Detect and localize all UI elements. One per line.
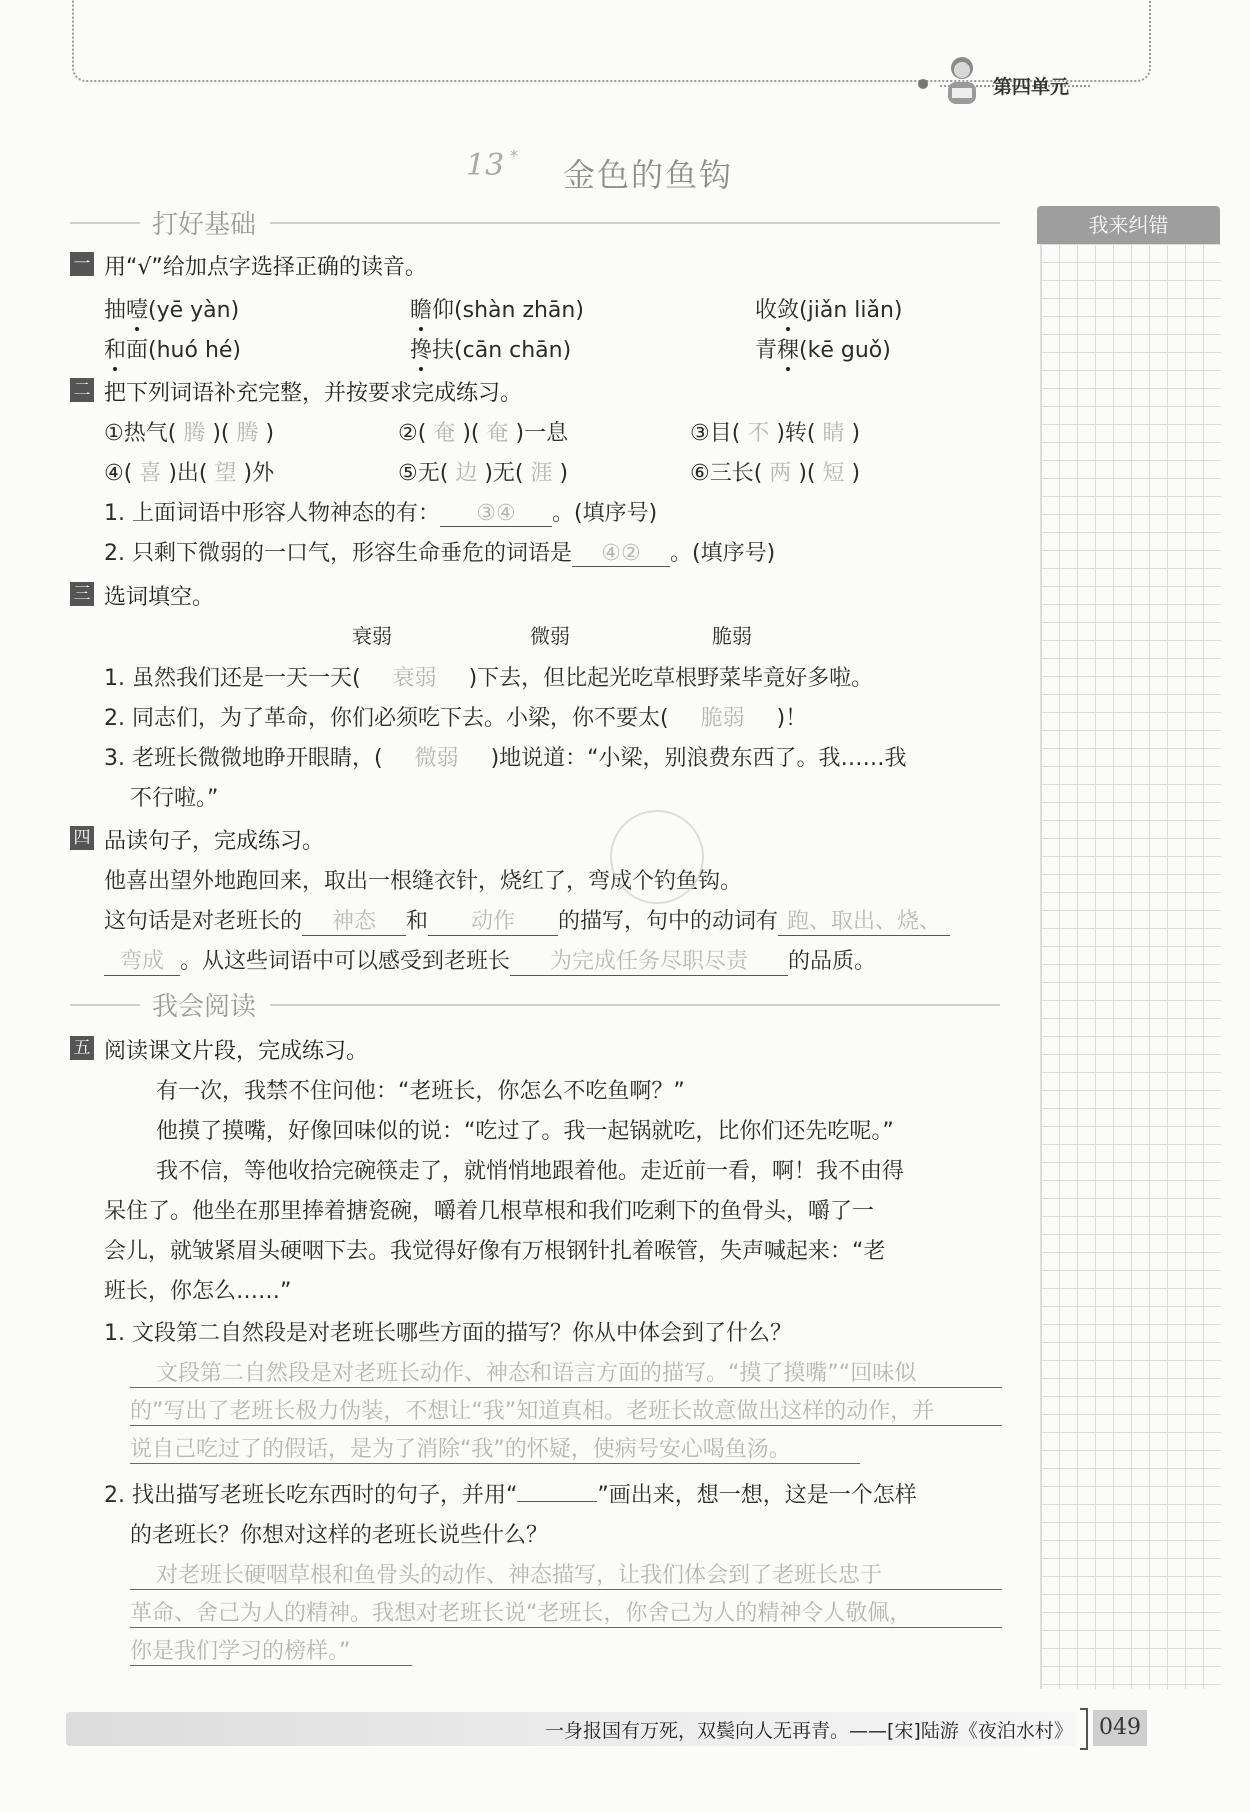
idiom-item: ④( 喜 )出( 望 )外 [104, 461, 275, 486]
pinyin-item: 瞻仰(shàn zhān) [410, 298, 584, 323]
sidebar-title: 我来纠错 [1037, 206, 1220, 244]
question-title: 阅读课文片段，完成练习。 [104, 1039, 369, 1064]
fill-line: 1. 虽然我们还是一天一天( 衰弱 )下去，但比起光吃草根野菜毕竟好多啦。 [104, 666, 874, 691]
footer-quote: 一身报国有万死，双鬓向人无再青。——[宋]陆游《夜泊水村》 [545, 1720, 1073, 1742]
answer-line: 革命、舍己为人的精神。我想对老班长说“老班长，你舍己为人的精神令人敬佩， [130, 1596, 1002, 1628]
sub-question: 2. 找出描写老班长吃东西时的句子，并用“ ”画出来，想一想，这是一个怎样 [104, 1483, 917, 1508]
fill-line: 不行啦。” [130, 786, 219, 811]
idiom-item: ⑥三长( 两 )( 短 ) [690, 461, 861, 486]
question-number: 四 [70, 826, 94, 850]
lesson-star: * [510, 146, 518, 165]
page-number: 049 [1093, 1710, 1147, 1746]
word-option: 衰弱 [352, 624, 392, 648]
passage-line: 他摸了摸嘴，好像回味似的说：“吃过了。我一起锅就吃，比你们还先吃呢。” [156, 1119, 894, 1144]
lesson-title: 金色的鱼钩 [563, 156, 734, 194]
question-title: 品读句子，完成练习。 [104, 829, 325, 854]
section-line [70, 222, 140, 224]
question-title: 用“√”给加点字选择正确的读音。 [104, 255, 427, 280]
mascot-icon [940, 54, 984, 106]
answer-line: 你是我们学习的榜样。” [130, 1634, 412, 1666]
question-title: 把下列词语补充完整，并按要求完成练习。 [104, 381, 523, 406]
fill-line: 3. 老班长微微地睁开眼睛，( 微弱 )地说道：“小梁，别浪费东西了。我……我 [104, 746, 907, 771]
fill-line: 1. 上面词语中形容人物神态的有： ③④ 。(填序号) [104, 501, 658, 526]
fill-line: 2. 同志们，为了革命，你们必须吃下去。小梁，你不要太( 脆弱 )！ [104, 706, 808, 731]
idiom-item: ②( 奄 )( 奄 )一息 [398, 421, 569, 446]
answer-line: 说自己吃过了的假话，是为了消除“我”的怀疑，使病号安心喝鱼汤。 [130, 1432, 860, 1464]
lesson-number: 13 [466, 148, 505, 183]
word-option: 脆弱 [712, 624, 752, 648]
passage-line: 我不信，等他收拾完碗筷走了，就悄悄地跟着他。走近前一看，啊！我不由得 [156, 1159, 905, 1184]
passage-line: 呆住了。他坐在那里捧着搪瓷碗，嚼着几根草根和我们吃剩下的鱼骨头，嚼了一 [104, 1199, 875, 1224]
pinyin-item: 搀扶(cān chān) [410, 338, 572, 363]
question-number: 五 [70, 1036, 94, 1060]
question-title: 选词填空。 [104, 585, 215, 610]
idiom-item: ③目( 不 )转( 睛 ) [690, 421, 861, 446]
answer-line: 对老班长硬咽草根和鱼骨头的动作、神态描写，让我们体会到了老班长忠于 [130, 1558, 1002, 1590]
sub-question: 1. 文段第二自然段是对老班长哪些方面的描写？你从中体会到了什么？ [104, 1321, 792, 1346]
passage-line: 班长，你怎么……” [104, 1279, 292, 1304]
pinyin-item: 青稞(kē guǒ) [755, 338, 891, 363]
watermark-stamp [601, 801, 712, 912]
section-reading: 我会阅读 [152, 992, 257, 1022]
quote-sentence: 他喜出望外地跑回来，取出一根缝衣针，烧红了，弯成个钓鱼钩。 [104, 869, 743, 894]
idiom-item: ⑤无( 边 )无( 涯 ) [398, 461, 569, 486]
page-bracket [1080, 1708, 1088, 1750]
word-option: 微弱 [530, 624, 570, 648]
fill-line: 2. 只剩下微弱的一口气，形容生命垂危的词语是 ④② 。(填序号) [104, 541, 776, 566]
section-line [270, 222, 1000, 224]
fill-line: 弯成 。从这些词语中可以感受到老班长 为完成任务尽职尽责 的品质。 [104, 944, 876, 976]
fill-line: 这句话是对老班长的 神态 和 动作 的描写，句中的动词有 跑、取出、烧、 [104, 904, 950, 936]
question-number: 三 [70, 582, 94, 606]
question-number: 一 [70, 252, 94, 276]
pinyin-item: 和面(huó hé) [104, 338, 242, 363]
unit-dot [918, 79, 928, 89]
pinyin-item: 抽噎(yē yàn) [104, 298, 240, 323]
question-number: 二 [70, 378, 94, 402]
unit-label: 第四单元 [993, 76, 1070, 98]
pinyin-item: 收敛(jiǎn liǎn) [755, 298, 903, 323]
section-line [70, 1004, 140, 1006]
sub-question: 的老班长？你想对这样的老班长说些什么？ [130, 1523, 549, 1548]
answer-line: 的”写出了老班长极力伪装，不想让“我”知道真相。老班长故意做出这样的动作，并 [130, 1394, 1002, 1426]
passage-line: 有一次，我禁不住问他：“老班长，你怎么不吃鱼啊？” [156, 1079, 685, 1104]
section-basic: 打好基础 [152, 210, 257, 240]
section-line [270, 1004, 1000, 1006]
answer-line: 文段第二自然段是对老班长动作、神态和语言方面的描写。“摸了摸嘴”“回味似 [130, 1356, 1002, 1388]
idiom-item: ①热气( 腾 )( 腾 ) [104, 421, 275, 446]
passage-line: 会儿，就皱紧眉头硬咽下去。我觉得好像有万根钢针扎着喉管，失声喊起来：“老 [104, 1239, 886, 1264]
top-note-box [72, 0, 1151, 82]
correction-grid [1040, 244, 1221, 1689]
